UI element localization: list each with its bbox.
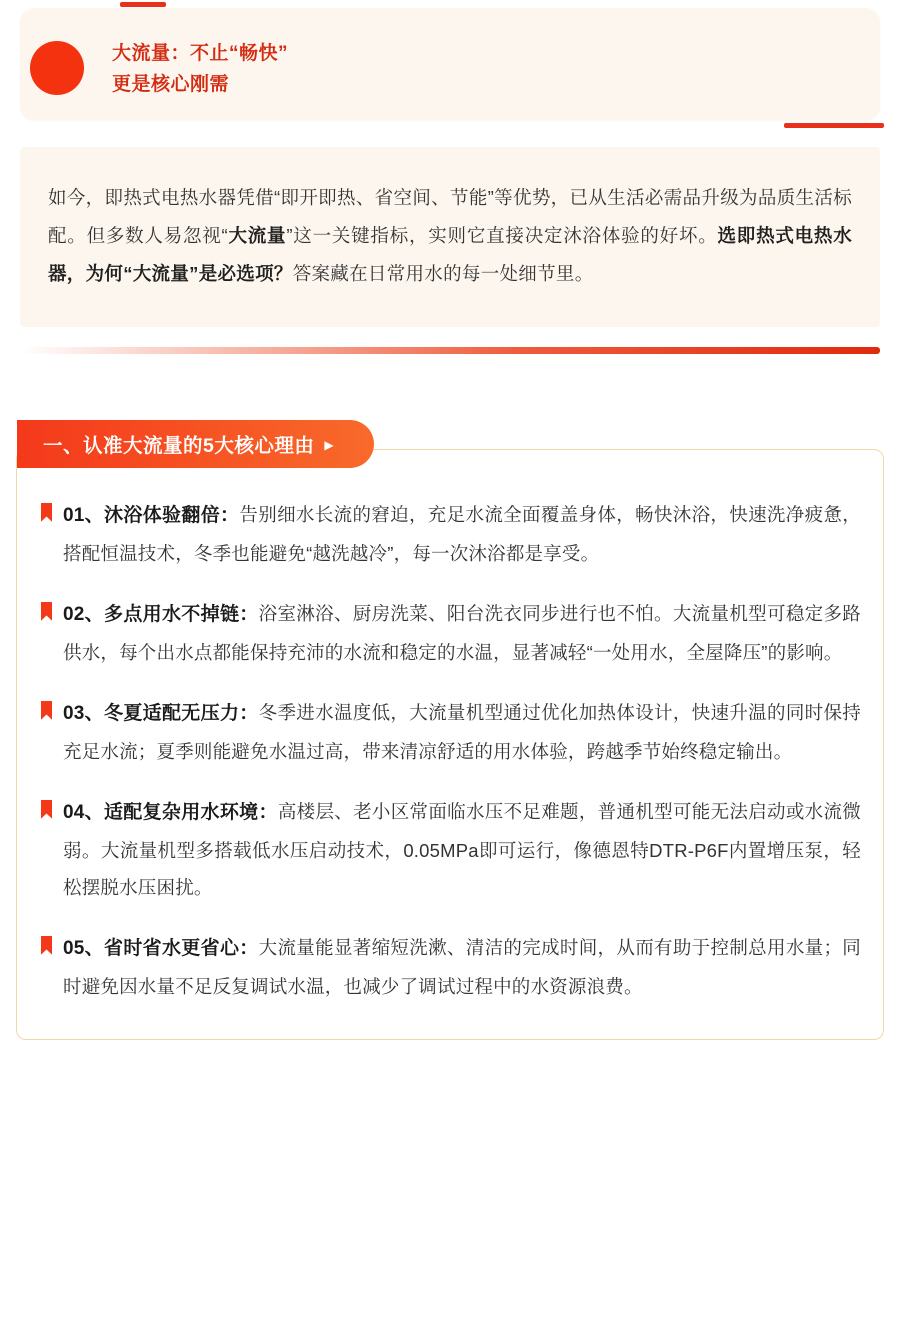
- article-page: [0, 8, 900, 1337]
- chevron-right-icon: ▶: [324, 437, 335, 452]
- intro-paragraph: [48, 179, 852, 293]
- intro-text-part-1: 如今，即热式电热水器凭借“即开即热、省空间、节能”等优势，已从生活必需品升级为品质生活标配。但多数人易忽视“: [48, 187, 852, 246]
- reason-title: 03、冬夏适配无压力：: [63, 702, 259, 724]
- intro-text-part-3: 答案藏在日常用水的每一处细节里。: [292, 262, 594, 284]
- bookmark-icon: [41, 701, 52, 720]
- reason-title: 04、适配复杂用水环境：: [63, 801, 278, 823]
- intro-bold-keyword: 大流量: [228, 224, 287, 246]
- list-item: [39, 694, 861, 770]
- bookmark-icon: [41, 602, 52, 621]
- reason-title: 01、沐浴体验翻倍：: [63, 504, 240, 526]
- list-item: [39, 595, 861, 671]
- reason-text: 高楼层、老小区常面临水压不足难题，普通机型可能无法启动或水流微弱。大流量机型多搭载低水压启动技术，0.05MPa即可运行，像德恩特DTR-P6F内置增压泵，轻松摆脱水压困扰。: [63, 800, 861, 898]
- reasons-section-card: [16, 434, 884, 1040]
- bookmark-icon: [41, 936, 52, 955]
- reason-body: [63, 793, 861, 906]
- reason-body: [63, 694, 861, 770]
- gradient-divider: [20, 347, 880, 354]
- list-item: [39, 496, 861, 572]
- reason-text: 冬季进水温度低，大流量机型通过优化加热体设计，快速升温的同时保持充足水流；夏季则能避免水温过高，带来清凉舒适的用水体验，跨越季节始终稳定输出。: [63, 701, 861, 762]
- reason-title: 05、省时省水更省心：: [63, 937, 259, 959]
- reason-body: [63, 595, 861, 671]
- bookmark-icon: [41, 800, 52, 819]
- intro-bold-question: 选即热式电热水器，为何“大流量”是必选项？: [48, 224, 853, 284]
- intro-text-part-2: ”这一关键指标，实则它直接决定沐浴体验的好坏。: [286, 224, 718, 246]
- reason-text: 大流量能显著缩短洗漱、清洁的完成时间，从而有助于控制总用水量；同时避免因水量不足反复调试水温，也减少了调试过程中的水资源浪费。: [63, 936, 861, 997]
- reason-body: [63, 496, 861, 572]
- list-item: [39, 793, 861, 906]
- reason-text: 告别细水长流的窘迫，充足水流全面覆盖身体，畅快沐浴，快速洗净疲惫，搭配恒温技术，冬季也能避免“越洗越冷”，每一次沐浴都是享受。: [63, 503, 861, 564]
- reason-body: [63, 929, 861, 1005]
- list-item: [39, 929, 861, 1005]
- intro-block: [20, 147, 880, 327]
- header-title-group: [112, 38, 288, 101]
- bottom-spacer: [0, 1040, 900, 1074]
- page-title-line-2: 更是核心刚需: [112, 74, 230, 96]
- section-heading-label: 一、认准大流量的5大核心理由: [43, 434, 315, 457]
- reason-title: 02、多点用水不掉链：: [63, 603, 259, 625]
- reason-text: 浴室淋浴、厨房洗菜、阳台洗衣同步进行也不怕。大流量机型可稳定多路供水，每个出水点都能保持充沛的水流和稳定的水温，显著减轻“一处用水，全屋降压”的影响。: [63, 602, 861, 663]
- header-card: [20, 8, 880, 120]
- header-accent-bar: [784, 123, 884, 128]
- page-title-line-1: 大流量：不止“畅快”: [112, 43, 289, 64]
- bookmark-icon: [41, 503, 52, 522]
- section-heading-tag: [17, 420, 374, 468]
- decorative-circle: [30, 41, 84, 95]
